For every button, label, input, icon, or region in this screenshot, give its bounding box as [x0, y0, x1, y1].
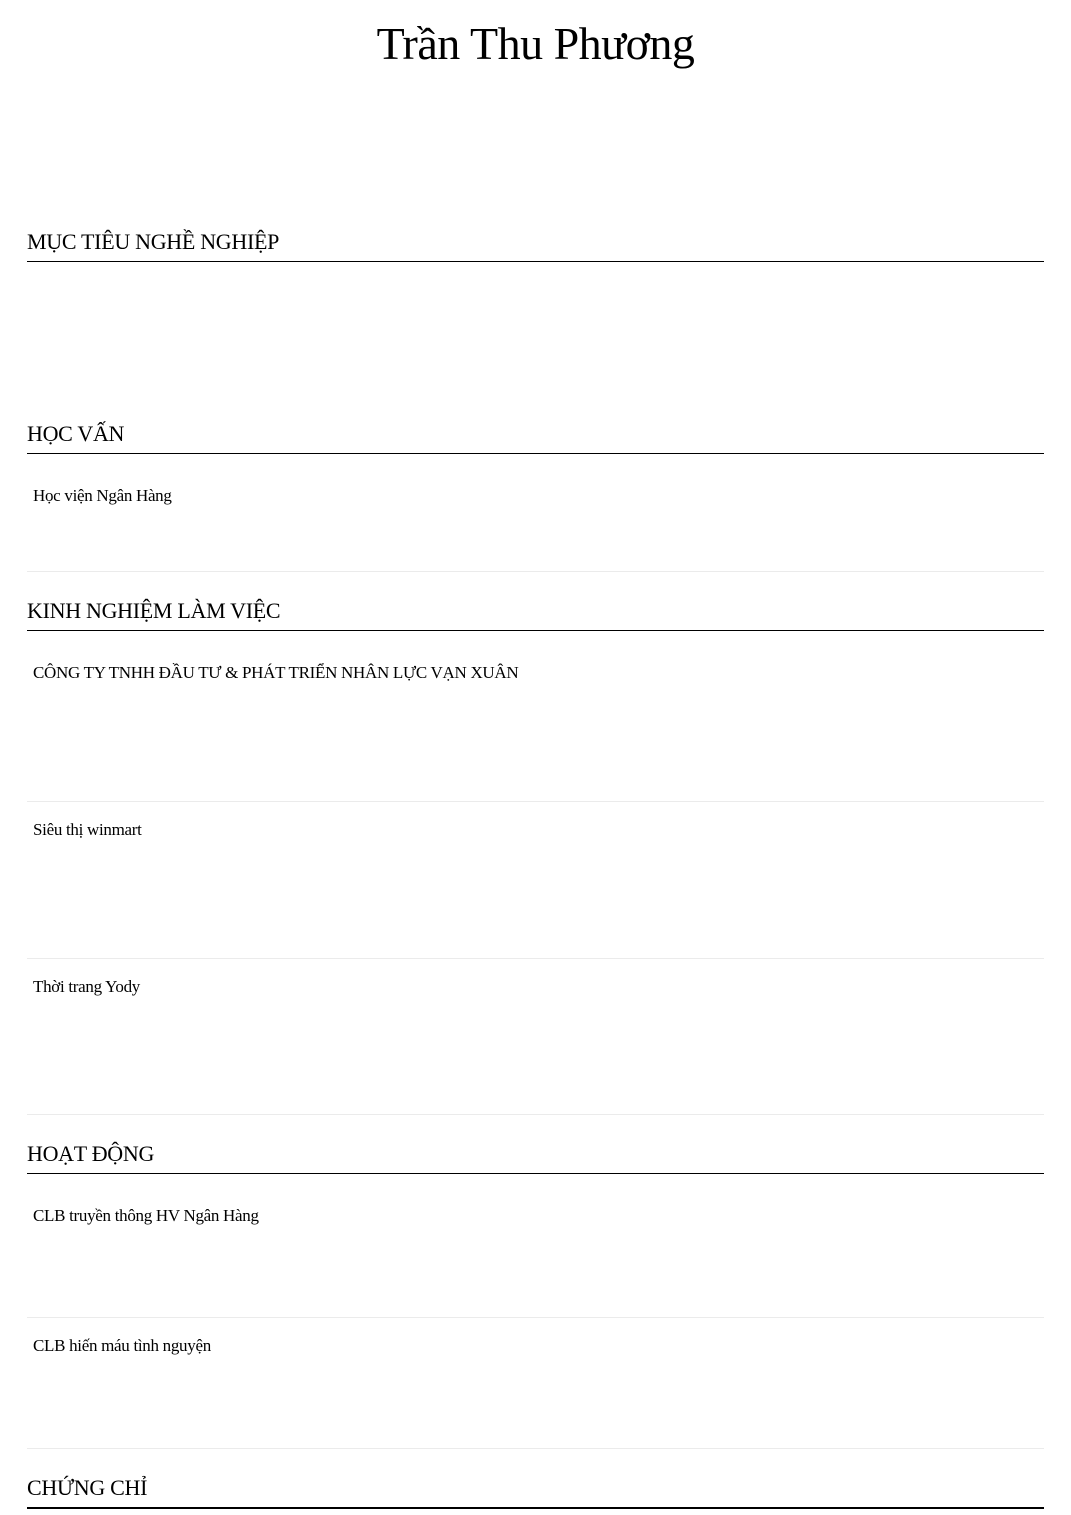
entry-divider	[27, 801, 1044, 802]
section-divider	[27, 1448, 1044, 1449]
section-title-objective: MỤC TIÊU NGHỀ NGHIỆP	[27, 228, 1044, 262]
section-title-certificates: CHỨNG CHỈ	[27, 1474, 1044, 1509]
experience-item: Siêu thị winmart	[33, 820, 142, 839]
section-title-activities: HOẠT ĐỘNG	[27, 1140, 1044, 1174]
entry-divider	[27, 958, 1044, 959]
education-item: Học viện Ngân Hàng	[33, 486, 172, 505]
section-divider	[27, 1114, 1044, 1115]
section-divider	[27, 571, 1044, 572]
candidate-name: Trần Thu Phương	[376, 18, 695, 69]
activity-item: CLB hiến máu tình nguyện	[33, 1336, 211, 1355]
experience-item: CÔNG TY TNHH ĐẦU TƯ & PHÁT TRIỂN NHÂN LỰC VẠN XUÂN	[33, 663, 519, 682]
entry-divider	[27, 1317, 1044, 1318]
section-title-education: HỌC VẤN	[27, 420, 1044, 454]
activity-item: CLB truyền thông HV Ngân Hàng	[33, 1206, 259, 1225]
section-title-experience: KINH NGHIỆM LÀM VIỆC	[27, 597, 1044, 631]
experience-item: Thời trang Yody	[33, 977, 140, 996]
